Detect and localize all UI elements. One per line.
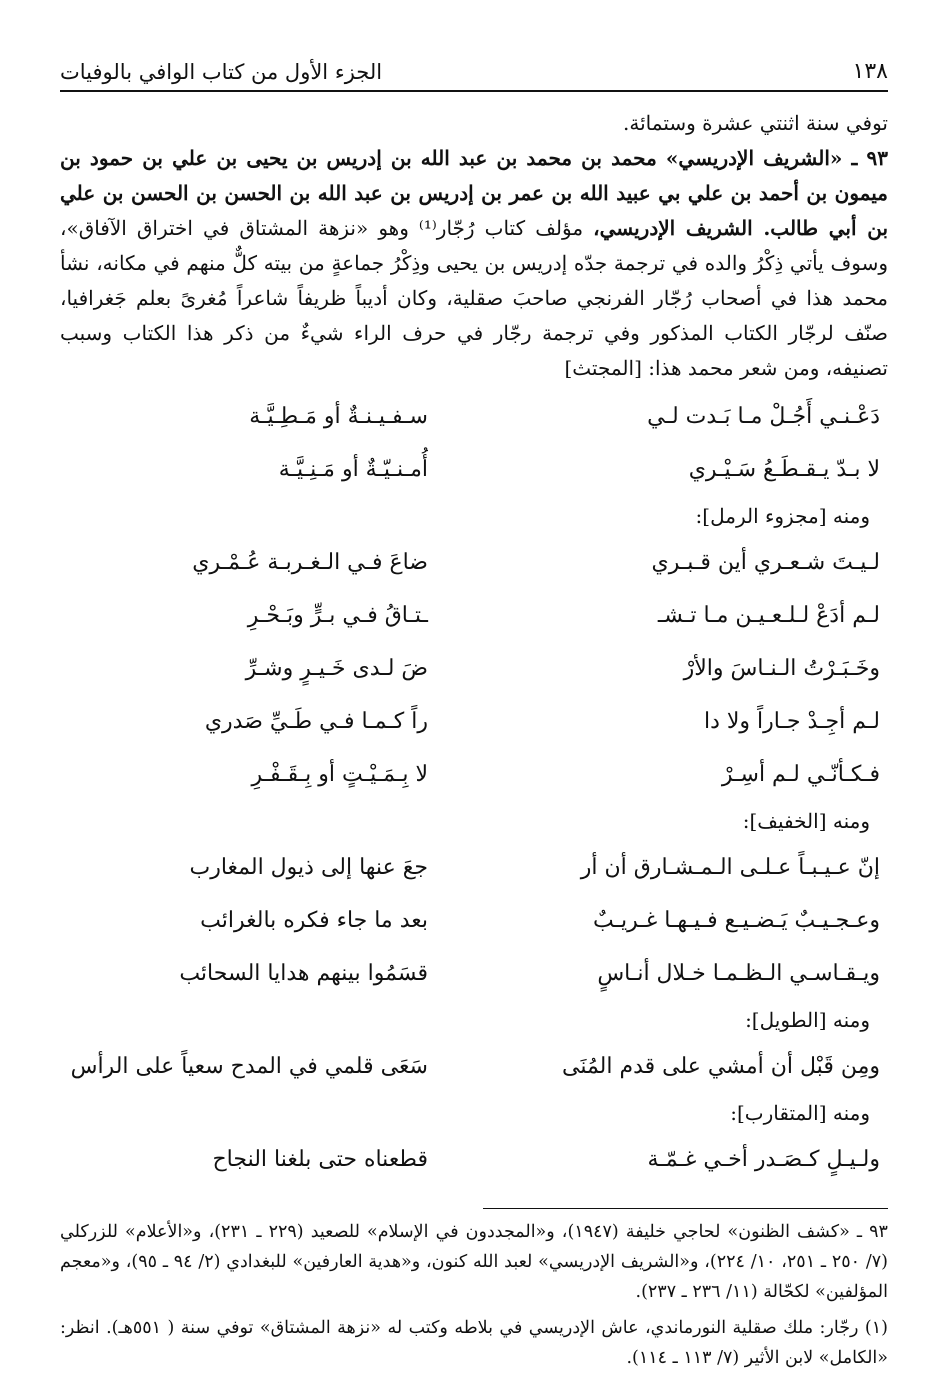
hemistich-first: دَعْـنـي أَجُـلْ مـا بَـدت لـي	[647, 404, 880, 429]
verse	[60, 947, 888, 1000]
hemistich-second: بعد ما جاء فكره بالغرائب	[200, 908, 428, 933]
hemistich-second: قسَمُوا بينهم هدايا السحائب	[179, 961, 428, 986]
poem-3	[60, 801, 888, 1000]
verse	[60, 841, 888, 894]
hemistich-second: قطعناه حتى بلغنا النجاح	[212, 1147, 428, 1172]
verse	[60, 695, 888, 748]
hemistich-first: ومِن قَبْل أن أمشي على قدم المُنَى	[561, 1054, 880, 1079]
page-header	[60, 40, 888, 92]
meter-label: ومنه [الطويل]:	[745, 1008, 870, 1032]
hemistich-second: ضاعَ فـي الـغـربـة عُـمْـري	[192, 550, 428, 575]
main-text	[60, 106, 888, 386]
hemistich-second: سـفـيـنـةٌ أو مَـطِـيَّـة	[249, 404, 428, 429]
poem-1	[60, 390, 888, 496]
verse	[60, 1040, 888, 1093]
poem-4	[60, 1000, 888, 1093]
verse	[60, 390, 888, 443]
hemistich-first: فـكـأنّـي لـم أسِـرْ	[721, 762, 880, 787]
hemistich-second: أُمـنـيّـةٌ أو مَـنِـيَّـة	[278, 457, 428, 482]
hemistich-second: جعَ عنها إلى ذيول المغارب	[189, 855, 428, 880]
entry-heading: ٩٣ ـ «الشريف الإدريسي» محمد بن محمد بن عبد الله بن إدريس بن يحيى بن علي بن حمود بن ميمون بن أحمد بن علي بي عبيد الله بن عمر بن إدريس بن عبد الله بن الحسن بن الحسن بن علي بن أبي طالب. الشريف الإدريسي،	[60, 146, 889, 240]
hemistich-second: ـتـاقُ فـي بـرٍّ وبَـحْـرِ	[247, 603, 428, 628]
meter-label: ومنه [مجزوء الرمل]:	[695, 504, 870, 528]
hemistich-first: لا بـدّ يـقـطَـعُ سَـيْـري	[688, 457, 880, 482]
hemistich-first: لـيـتَ شـعـري أين قـبـري	[651, 550, 880, 575]
poem-2	[60, 496, 888, 801]
footnote-1: (١) رجّار: ملك صقلية النورماندي، عاش الإدريسي في بلاطه وكتب له «نزهة المشتاق» توفي سنة ( ٥٥١هـ). انظر: «الكامل» لابن الأثير (٧/ ١١٣ ـ ١١٤).	[60, 1318, 888, 1368]
verse	[60, 748, 888, 801]
hemistich-second: راً كـمـا فـي طَـيِّ صَدري	[204, 709, 428, 734]
poems	[60, 390, 888, 1186]
meter-label: ومنه [المتقارب]:	[730, 1101, 870, 1125]
hemistich-second: لا بِـمَـيْـتٍ أو بِـقَـفْـرِ	[251, 762, 428, 787]
verse	[60, 589, 888, 642]
hemistich-first: لـم أدَعْ لـلـعـيـن مـا تـشـ	[657, 603, 880, 628]
hemistich-first: ولـيـلٍ كـصَـدر أخـي غـمّـة	[647, 1147, 880, 1172]
footnote-divider	[483, 1208, 888, 1209]
hemistich-first: لـم أجِـدْ جـاراً ولا دا	[703, 709, 880, 734]
footnote-sources: ٩٣ ـ «كشف الظنون» لحاجي خليفة (١٩٤٧)، و«المجددون في الإسلام» للصعيد (٢٢٩ ـ ٢٣١)، و«الأعلام» للزركلي (٧/ ٢٥٠ ـ ٢٥١، ١٠/ ٢٢٤)، و«الشريف الإدريسي» لعبد الله كنون، و«هدية العارفين» للبغدادي (٢/ ٩٤ ـ ٩٥)، و«معجم المؤلفين» لكحّالة (١١/ ٢٣٦ ـ ٢٣٧).	[60, 1222, 888, 1302]
verse	[60, 642, 888, 695]
verse	[60, 894, 888, 947]
running-title: الجزء الأول من كتاب الوافي بالوفيات	[60, 60, 383, 84]
hemistich-first: ويـقـاسـي الـظـمـا خـلال أنـاسٍ	[597, 961, 880, 986]
poem-5	[60, 1093, 888, 1186]
page	[60, 40, 888, 1379]
hemistich-first: إنّ عـيـبـاً عـلـى الـمـشـارق أن أر	[580, 855, 880, 880]
entry-text: مؤلف كتاب رُجّار⁽¹⁾ وهو «نزهة المشتاق في اختراق الآفاق»، وسوف يأتي ذِكْرُ والده في ترجمة جدّه إدريس بن يحيى وذِكْرُ جماعةٍ من بيته كلٌّ منهم في مكانه، نشأ محمد هذا في أصحاب رُجّار الفرنجي صاحبَ صقلية، وكان أديباً ظريفاً شاعراً مُغرىً بعلم جَغرافيا، صنّف لرجّار الكتاب المذكور وفي ترجمة رجّار في حرف الراء شيءٌ من ذكر هذا الكتاب وسبب تصنيفه، ومن شعر محمد هذا: [المجتث]	[60, 216, 888, 380]
opening-line: توفي سنة اثنتي عشرة وستمائة.	[623, 111, 888, 135]
entry-paragraph	[60, 141, 888, 386]
verse	[60, 443, 888, 496]
hemistich-second: سَعَى قلمي في المدح سعياً على الرأس	[70, 1054, 428, 1079]
verse	[60, 1133, 888, 1186]
page-number: ١٣٨	[852, 59, 888, 84]
verse	[60, 536, 888, 589]
hemistich-first: وخَـبَـرْتُ الـنـاسَ والأرْ	[683, 656, 880, 681]
hemistich-second: ضَ لـدى خَـيـرٍ وشـرِّ	[245, 656, 428, 681]
footnotes	[60, 1217, 888, 1373]
meter-label: ومنه [الخفيف]:	[742, 809, 870, 833]
hemistich-first: وعـجـيـبٌ يَـضـيـع فـيـهـا غـريـبٌ	[593, 908, 880, 933]
